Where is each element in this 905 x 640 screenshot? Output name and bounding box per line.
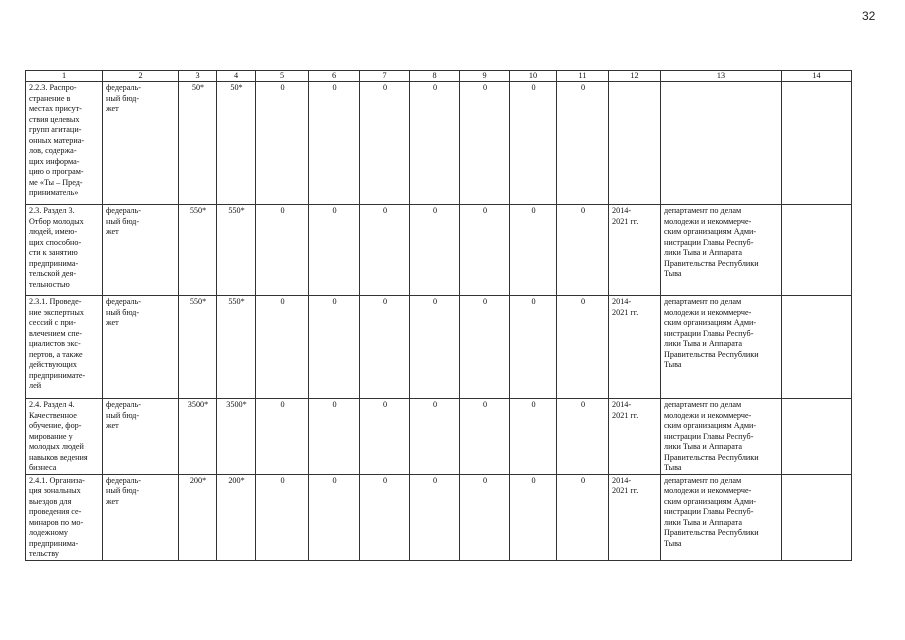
responsible-cell: департамент по делам молодежи и некоммерче- ским организациям Адми- нистрации Главы Респуб- лики Тыва и Аппарата Правительства Республики Тыва bbox=[661, 474, 782, 560]
table-cell: 3500* bbox=[217, 399, 256, 475]
col-header: 2 bbox=[103, 71, 179, 82]
table-cell: 0 bbox=[360, 474, 410, 560]
table-cell: 0 bbox=[309, 474, 360, 560]
table-cell: 0 bbox=[557, 399, 609, 475]
responsible-cell bbox=[661, 82, 782, 205]
table-cell: 550* bbox=[179, 205, 217, 296]
table-cell: 50* bbox=[217, 82, 256, 205]
measure-name: 2.3. Раздел 3. Отбор молодых людей, имею- щих способно- сти к занятию предпринима- тельской дея- тельностью bbox=[26, 205, 103, 296]
col-header: 11 bbox=[557, 71, 609, 82]
col-header: 13 bbox=[661, 71, 782, 82]
table-cell: 3500* bbox=[179, 399, 217, 475]
table-cell: 0 bbox=[510, 474, 557, 560]
header-row bbox=[26, 71, 852, 82]
table-cell: 0 bbox=[460, 82, 510, 205]
col-header: 9 bbox=[460, 71, 510, 82]
table-cell: 0 bbox=[460, 474, 510, 560]
col-header: 8 bbox=[410, 71, 460, 82]
table-cell: 200* bbox=[217, 474, 256, 560]
col-header: 4 bbox=[217, 71, 256, 82]
table-row bbox=[26, 474, 852, 560]
table-cell: 0 bbox=[256, 399, 309, 475]
table-cell: 0 bbox=[256, 82, 309, 205]
table-cell: 0 bbox=[510, 296, 557, 399]
table-cell: 0 bbox=[309, 82, 360, 205]
table-cell: 0 bbox=[256, 474, 309, 560]
table-cell: 0 bbox=[410, 82, 460, 205]
col-header: 10 bbox=[510, 71, 557, 82]
result-cell bbox=[782, 474, 852, 560]
table-cell: 550* bbox=[217, 296, 256, 399]
period-cell: 2014- 2021 гг. bbox=[609, 474, 661, 560]
table-cell: 0 bbox=[557, 474, 609, 560]
period-cell: 2014- 2021 гг. bbox=[609, 399, 661, 475]
funding-source: федераль- ный бюд- жет bbox=[103, 399, 179, 475]
table-cell: 550* bbox=[217, 205, 256, 296]
table-cell: 550* bbox=[179, 296, 217, 399]
table-cell: 0 bbox=[360, 82, 410, 205]
table-cell: 0 bbox=[557, 296, 609, 399]
period-cell: 2014- 2021 гг. bbox=[609, 205, 661, 296]
table-cell: 200* bbox=[179, 474, 217, 560]
table-row bbox=[26, 82, 852, 205]
responsible-cell: департамент по делам молодежи и некоммерче- ским организациям Адми- нистрации Главы Респуб- лики Тыва и Аппарата Правительства Республики Тыва bbox=[661, 399, 782, 475]
period-cell bbox=[609, 82, 661, 205]
program-table bbox=[25, 70, 852, 561]
table-cell: 0 bbox=[557, 205, 609, 296]
table-row bbox=[26, 205, 852, 296]
measure-name: 2.3.1. Проведе- ние экспертных сессий с при- влечением спе- циалистов экс- пертов, а также действующих предпринимате- лей bbox=[26, 296, 103, 399]
table-cell: 0 bbox=[410, 474, 460, 560]
col-header: 1 bbox=[26, 71, 103, 82]
col-header: 7 bbox=[360, 71, 410, 82]
funding-source: федераль- ный бюд- жет bbox=[103, 82, 179, 205]
table-cell: 50* bbox=[179, 82, 217, 205]
table-cell: 0 bbox=[309, 399, 360, 475]
table-row bbox=[26, 399, 852, 475]
table-cell: 0 bbox=[360, 296, 410, 399]
result-cell bbox=[782, 205, 852, 296]
col-header: 6 bbox=[309, 71, 360, 82]
result-cell bbox=[782, 82, 852, 205]
col-header: 14 bbox=[782, 71, 852, 82]
funding-source: федераль- ный бюд- жет bbox=[103, 205, 179, 296]
table-row bbox=[26, 296, 852, 399]
table-cell: 0 bbox=[309, 205, 360, 296]
table-cell: 0 bbox=[256, 205, 309, 296]
table-cell: 0 bbox=[460, 296, 510, 399]
table-cell: 0 bbox=[557, 82, 609, 205]
funding-source: федераль- ный бюд- жет bbox=[103, 474, 179, 560]
table-cell: 0 bbox=[510, 82, 557, 205]
table-cell: 0 bbox=[360, 399, 410, 475]
table-cell: 0 bbox=[256, 296, 309, 399]
measure-name: 2.2.3. Распро- странение в местах присут- ствия целевых групп агитаци- онных материа- лов, содержа- щих информа- цию о програм- ме «Ты – Пред- приниматель» bbox=[26, 82, 103, 205]
table-cell: 0 bbox=[410, 296, 460, 399]
measure-name: 2.4. Раздел 4. Качественное обучение, фор- мирование у молодых людей навыков ведения бизнеса bbox=[26, 399, 103, 475]
table-cell: 0 bbox=[309, 296, 360, 399]
page-number: 32 bbox=[862, 9, 876, 23]
measure-name: 2.4.1. Организа- ция зональных выездов для проведения се- минаров по мо- лодежному предпринима- тельству bbox=[26, 474, 103, 560]
table-cell: 0 bbox=[460, 399, 510, 475]
responsible-cell: департамент по делам молодежи и некоммерче- ским организациям Адми- нистрации Главы Респуб- лики Тыва и Аппарата Правительства Республики Тыва bbox=[661, 205, 782, 296]
table-cell: 0 bbox=[360, 205, 410, 296]
table-cell: 0 bbox=[510, 399, 557, 475]
result-cell bbox=[782, 399, 852, 475]
table-cell: 0 bbox=[510, 205, 557, 296]
table-cell: 0 bbox=[410, 399, 460, 475]
funding-source: федераль- ный бюд- жет bbox=[103, 296, 179, 399]
result-cell bbox=[782, 296, 852, 399]
responsible-cell: департамент по делам молодежи и некоммерче- ским организациям Адми- нистрации Главы Респуб- лики Тыва и Аппарата Правительства Республики Тыва bbox=[661, 296, 782, 399]
period-cell: 2014- 2021 гг. bbox=[609, 296, 661, 399]
col-header: 5 bbox=[256, 71, 309, 82]
table-cell: 0 bbox=[410, 205, 460, 296]
table-cell: 0 bbox=[460, 205, 510, 296]
col-header: 12 bbox=[609, 71, 661, 82]
col-header: 3 bbox=[179, 71, 217, 82]
